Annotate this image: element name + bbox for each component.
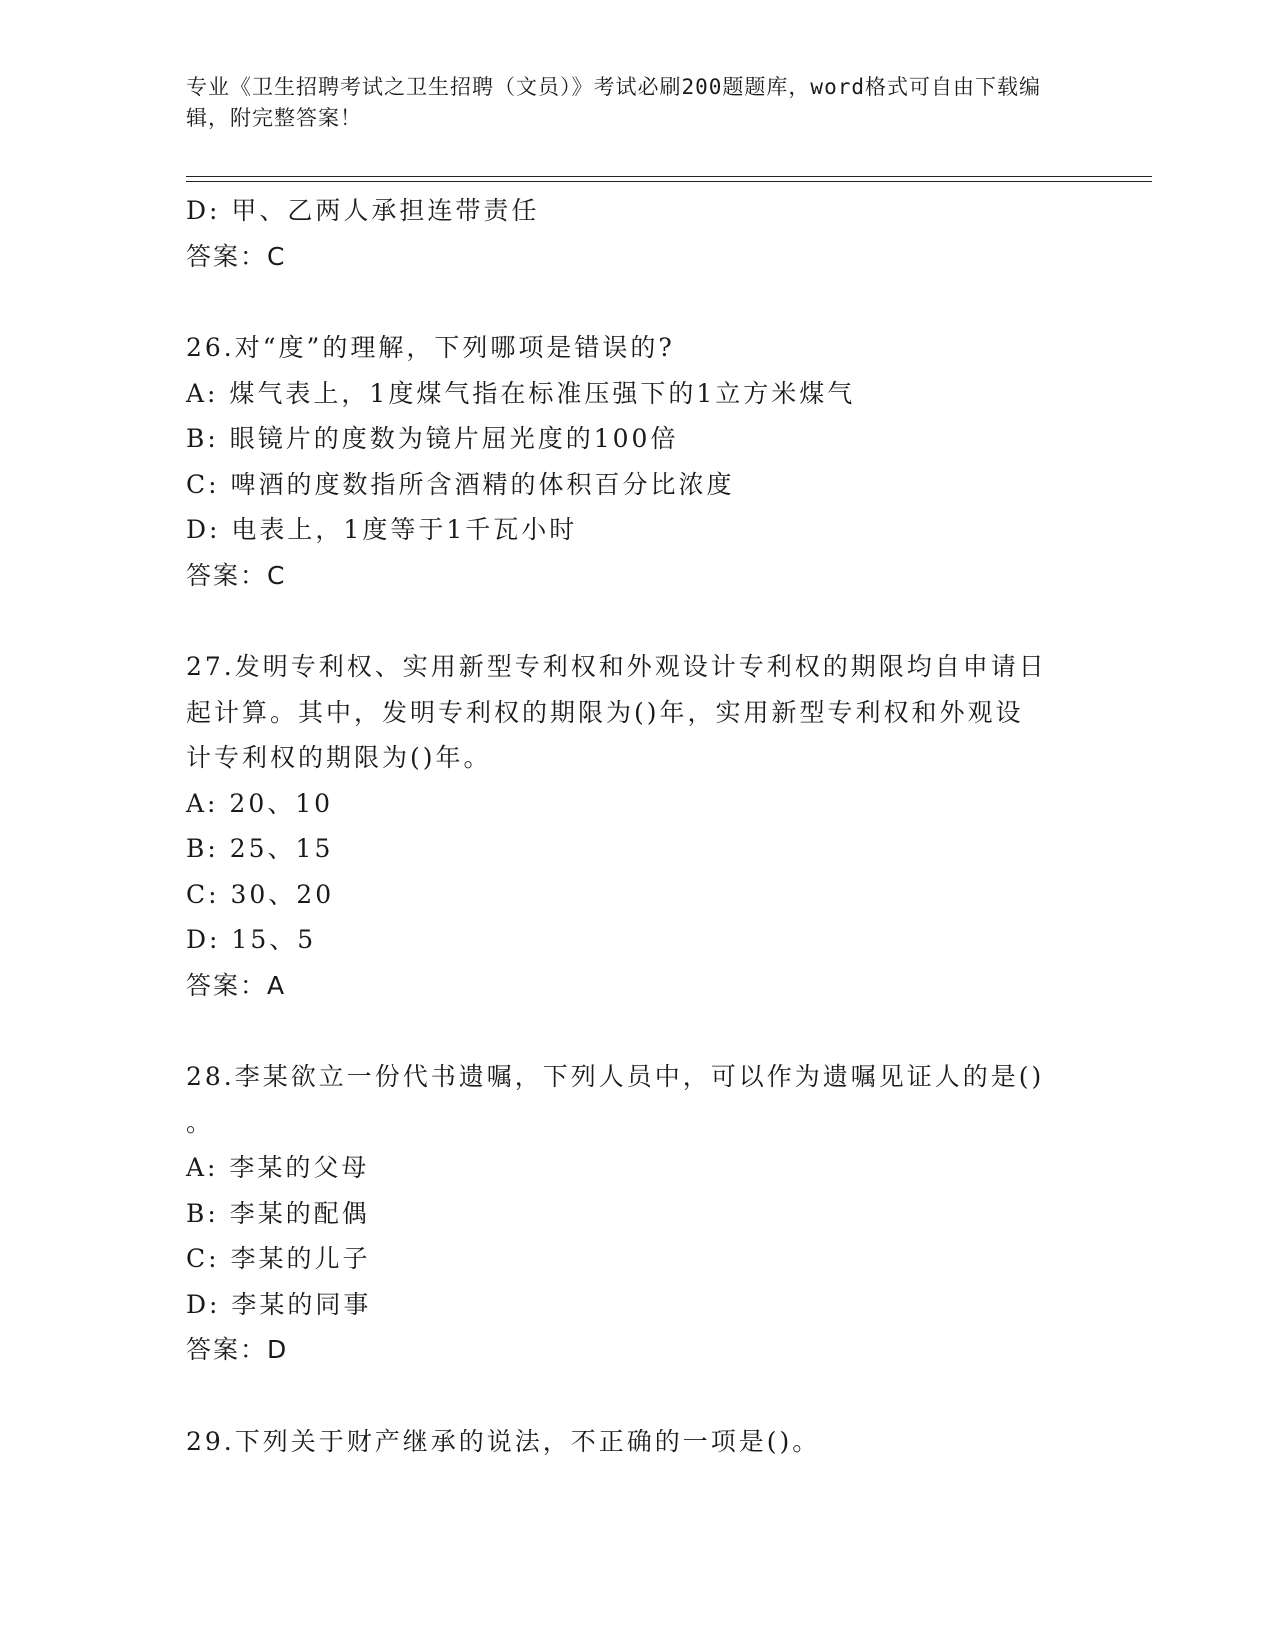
option-d: D: 15、5 xyxy=(186,925,317,954)
question-29 xyxy=(186,1419,1086,1465)
header-rule-top xyxy=(186,176,1152,177)
question-stem-line-3: 计专利权的期限为()年。 xyxy=(186,743,492,772)
question-list xyxy=(186,188,1086,1464)
spacer xyxy=(186,1008,1086,1054)
answer: 答案：A xyxy=(186,970,287,1000)
spacer xyxy=(186,1373,1086,1419)
question-28 xyxy=(186,1054,1086,1373)
question-27 xyxy=(186,644,1086,1008)
answer: 答案：D xyxy=(186,1335,289,1364)
option-b: B: 25、15 xyxy=(186,834,334,863)
option-b: B: 眼镜片的度数为镜片屈光度的100倍 xyxy=(186,424,679,453)
option-d: D: 电表上，1度等于1千瓦小时 xyxy=(186,515,578,544)
question-25-tail xyxy=(186,188,1086,279)
option-a: A: 20、10 xyxy=(186,788,334,818)
option-c: C: 李某的儿子 xyxy=(186,1244,371,1273)
spacer xyxy=(186,598,1086,644)
spacer xyxy=(186,279,1086,325)
question-stem-line-1: 27.发明专利权、实用新型专利权和外观设计专利权的期限均自申请日 xyxy=(186,652,1047,681)
answer: 答案：C xyxy=(186,560,287,590)
option-c: C: 啤酒的度数指所含酒精的体积百分比浓度 xyxy=(186,469,735,499)
header-rule-bottom xyxy=(186,181,1152,182)
option-d: D: 甲、乙两人承担连带责任 xyxy=(186,196,540,225)
page-header: 专业《卫生招聘考试之卫生招聘（文员）》考试必刷200题题库，word格式可自由下载编辑，附完整答案！ xyxy=(186,75,1041,130)
question-stem-line-1: 28.李某欲立一份代书遗嘱，下列人员中，可以作为遗嘱见证人的是() xyxy=(186,1062,1045,1091)
question-stem: 29.下列关于财产继承的说法，不正确的一项是()。 xyxy=(186,1426,821,1456)
option-b: B: 李某的配偶 xyxy=(186,1198,370,1228)
option-a: A: 煤气表上，1度煤气指在标准压强下的1立方米煤气 xyxy=(186,378,856,408)
option-c: C: 30、20 xyxy=(186,879,335,909)
option-d: D: 李某的同事 xyxy=(186,1289,372,1319)
question-stem-line-2: 。 xyxy=(186,1107,215,1137)
answer: 答案：C xyxy=(186,241,287,271)
question-26 xyxy=(186,325,1086,598)
option-a: A: 李某的父母 xyxy=(186,1153,370,1182)
question-stem-line-2: 起计算。其中，发明专利权的期限为()年，实用新型专利权和外观设 xyxy=(186,697,1024,727)
question-stem: 26.对“度”的理解，下列哪项是错误的? xyxy=(186,333,675,362)
